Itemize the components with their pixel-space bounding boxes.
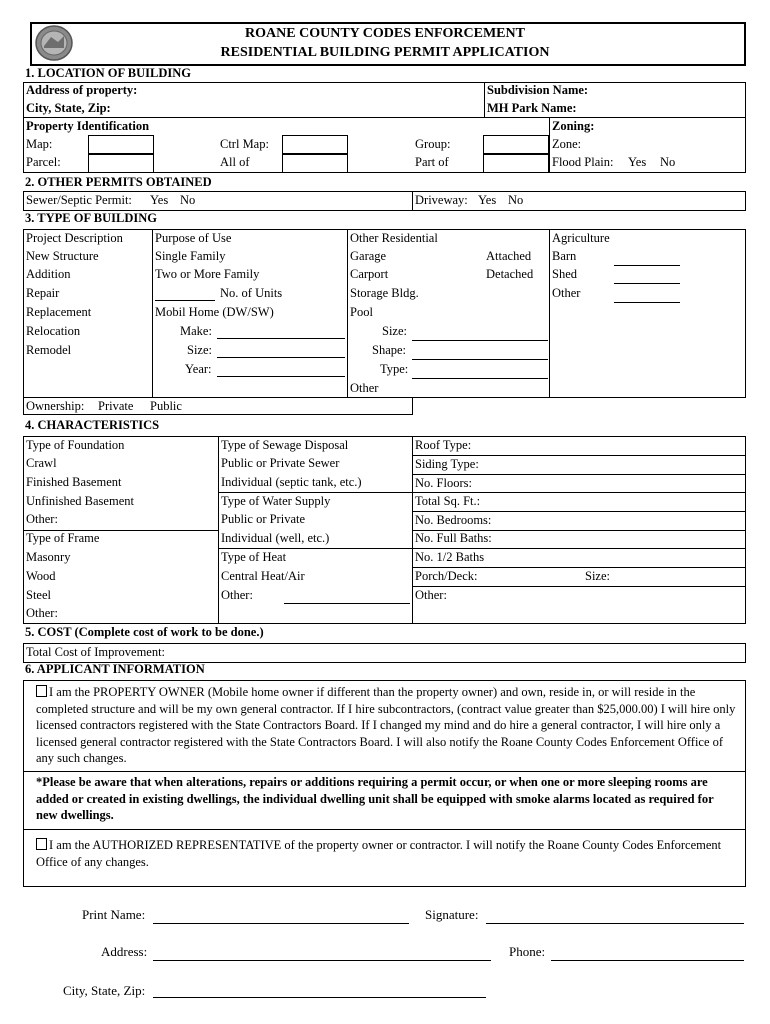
year-field[interactable] xyxy=(217,376,345,377)
all-of-field[interactable] xyxy=(282,154,348,173)
carport-checkbox[interactable]: Carport xyxy=(350,267,389,281)
frame-header: Type of Frame xyxy=(26,531,100,545)
address-sign-field[interactable] xyxy=(153,960,491,961)
roof-type-label[interactable]: Roof Type: xyxy=(415,438,472,452)
sewer-yes-checkbox[interactable]: Yes xyxy=(150,193,169,207)
subdivision-label: Subdivision Name: xyxy=(487,83,589,97)
section-5-heading: 5. COST (Complete cost of work to be done.) xyxy=(25,625,264,639)
sewage-header: Type of Sewage Disposal xyxy=(221,438,349,452)
ctrl-map-field[interactable] xyxy=(282,135,348,154)
frame-other-checkbox[interactable]: Other: xyxy=(26,606,58,620)
agriculture-other-checkbox[interactable]: Other xyxy=(552,286,581,300)
group-label: Group: xyxy=(415,137,451,151)
no-bedrooms-label[interactable]: No. Bedrooms: xyxy=(415,513,492,527)
total-cost-label: Total Cost of Improvement: xyxy=(26,645,166,659)
form-title: ROANE COUNTY CODES ENFORCEMENT xyxy=(245,26,525,41)
relocation-checkbox[interactable]: Relocation xyxy=(26,324,81,338)
address-sign-label: Address: xyxy=(101,944,148,959)
unfinished-basement-checkbox[interactable]: Unfinished Basement xyxy=(26,494,134,508)
two-or-more-family-checkbox[interactable]: Two or More Family xyxy=(155,267,260,281)
section-6-heading: 6. APPLICANT INFORMATION xyxy=(25,662,205,676)
no-floors-label[interactable]: No. Floors: xyxy=(415,476,472,490)
pool-size-label: Size: xyxy=(382,324,407,338)
print-name-field[interactable] xyxy=(153,923,409,924)
water-header: Type of Water Supply xyxy=(221,494,331,508)
storage-bldg-checkbox[interactable]: Storage Bldg. xyxy=(350,286,419,300)
barn-checkbox[interactable]: Barn xyxy=(552,249,577,263)
porch-deck-label[interactable]: Porch/Deck: xyxy=(415,569,478,583)
section-1-heading: 1. LOCATION OF BUILDING xyxy=(25,66,191,80)
total-sqft-label[interactable]: Total Sq. Ft.: xyxy=(415,494,481,508)
map-label: Map: xyxy=(26,137,53,151)
sewer-no-checkbox[interactable]: No xyxy=(180,193,196,207)
ownership-private-checkbox[interactable]: Private xyxy=(98,399,134,413)
ownership-label: Ownership: xyxy=(26,399,85,413)
masonry-checkbox[interactable]: Masonry xyxy=(26,550,71,564)
garage-checkbox[interactable]: Garage xyxy=(350,249,387,263)
section-4-heading: 4. CHARACTERISTICS xyxy=(25,418,160,432)
pool-shape-field[interactable] xyxy=(412,359,548,360)
public-water-checkbox[interactable]: Public or Private xyxy=(221,512,306,526)
flood-plain-label: Flood Plain: xyxy=(552,155,614,169)
driveway-label: Driveway: xyxy=(415,193,468,207)
parcel-field[interactable] xyxy=(88,154,154,173)
property-id-label: Property Identification xyxy=(26,119,150,133)
foundation-other-checkbox[interactable]: Other: xyxy=(26,512,58,526)
finished-basement-checkbox[interactable]: Finished Basement xyxy=(26,475,122,489)
signature-field[interactable] xyxy=(486,923,744,924)
property-owner-option[interactable] xyxy=(36,684,736,767)
driveway-yes-checkbox[interactable]: Yes xyxy=(478,193,497,207)
single-family-checkbox[interactable]: Single Family xyxy=(155,249,226,263)
other-residential-checkbox[interactable]: Other xyxy=(350,381,379,395)
year-label: Year: xyxy=(185,362,212,376)
part-of-label: Part of xyxy=(415,155,449,169)
public-sewer-checkbox[interactable]: Public or Private Sewer xyxy=(221,456,340,470)
steel-checkbox[interactable]: Steel xyxy=(26,588,51,602)
pool-checkbox[interactable]: Pool xyxy=(350,305,373,319)
crawl-checkbox[interactable]: Crawl xyxy=(26,456,57,470)
rep-checkbox-icon[interactable] xyxy=(36,838,47,850)
address-label: Address of property: xyxy=(26,83,138,97)
siding-type-label[interactable]: Siding Type: xyxy=(415,457,479,471)
detached-checkbox[interactable]: Detached xyxy=(486,267,534,281)
flood-no-checkbox[interactable]: No xyxy=(660,155,676,169)
barn-field[interactable] xyxy=(614,265,680,266)
owner-checkbox-icon[interactable] xyxy=(36,685,47,697)
city-state-zip-field[interactable] xyxy=(153,997,486,998)
wood-checkbox[interactable]: Wood xyxy=(26,569,56,583)
driveway-no-checkbox[interactable]: No xyxy=(508,193,524,207)
heat-other-field[interactable] xyxy=(284,603,410,604)
purpose-of-use-header: Purpose of Use xyxy=(155,231,232,245)
print-name-label: Print Name: xyxy=(82,907,146,922)
project-description-header: Project Description xyxy=(26,231,123,245)
section-3-heading: 3. TYPE OF BUILDING xyxy=(25,211,157,225)
characteristics-other-label[interactable]: Other: xyxy=(415,588,447,602)
map-field[interactable] xyxy=(88,135,154,154)
septic-tank-checkbox[interactable]: Individual (septic tank, etc.) xyxy=(221,475,362,489)
mh-size-field[interactable] xyxy=(217,357,345,358)
shed-field[interactable] xyxy=(614,283,680,284)
half-baths-label[interactable]: No. 1/2 Baths xyxy=(415,550,485,564)
mh-size-label: Size: xyxy=(187,343,212,357)
heat-other-checkbox[interactable]: Other: xyxy=(221,588,253,602)
other-residential-header: Other Residential xyxy=(350,231,438,245)
parcel-label: Parcel: xyxy=(26,155,61,169)
part-of-field[interactable] xyxy=(483,154,549,173)
agriculture-other-field[interactable] xyxy=(614,302,680,303)
central-heat-checkbox[interactable]: Central Heat/Air xyxy=(221,569,305,583)
section-2-heading: 2. OTHER PERMITS OBTAINED xyxy=(25,175,212,189)
all-of-label: All of xyxy=(220,155,250,169)
foundation-header: Type of Foundation xyxy=(26,438,125,452)
attached-checkbox[interactable]: Attached xyxy=(486,249,532,263)
phone-label: Phone: xyxy=(509,944,546,959)
shed-checkbox[interactable]: Shed xyxy=(552,267,577,281)
pool-type-label: Type: xyxy=(380,362,409,376)
group-field[interactable] xyxy=(483,135,549,154)
form-subtitle: RESIDENTIAL BUILDING PERMIT APPLICATION xyxy=(220,45,550,60)
heat-header: Type of Heat xyxy=(221,550,287,564)
owner-text: I am the PROPERTY OWNER (Mobile home owner if different than the property owner) and own, reside in, or will reside in the completed structure and will be my own general contractor. If I hire subcontractors, (contract value greater than $25,000.00) I will hire only licensed contractors registered with the State Contractors Board. If I changed my mind and do hire a general contractor, I will hire only a licensed general contractor registered with the State Contractors Board. I will also notify the Roane County Codes Enforcement Office of any such changes. xyxy=(36,685,736,765)
sewer-septic-label: Sewer/Septic Permit: xyxy=(26,193,132,207)
make-field[interactable] xyxy=(217,338,345,339)
new-structure-checkbox[interactable]: New Structure xyxy=(26,249,99,263)
units-field[interactable] xyxy=(155,300,215,301)
city-state-zip-label: City, State, Zip: xyxy=(63,983,146,998)
pool-shape-label: Shape: xyxy=(372,343,407,357)
porch-size-label[interactable]: Size: xyxy=(585,569,610,583)
flood-yes-checkbox[interactable]: Yes xyxy=(628,155,647,169)
rep-text: I am the AUTHORIZED REPRESENTATIVE of the property owner or contractor. I will notify the Roane County Codes Enforcement Office of any changes. xyxy=(36,838,722,869)
phone-field[interactable] xyxy=(551,960,744,961)
full-baths-label[interactable]: No. Full Baths: xyxy=(415,531,492,545)
mh-park-label: MH Park Name: xyxy=(487,101,577,115)
signature-label: Signature: xyxy=(425,907,479,922)
make-label: Make: xyxy=(180,324,212,338)
replacement-checkbox[interactable]: Replacement xyxy=(26,305,92,319)
remodel-checkbox[interactable]: Remodel xyxy=(26,343,72,357)
zoning-label: Zoning: xyxy=(552,119,595,133)
pool-size-field[interactable] xyxy=(412,340,548,341)
addition-checkbox[interactable]: Addition xyxy=(26,267,71,281)
ctrl-map-label: Ctrl Map: xyxy=(220,137,269,151)
authorized-rep-option[interactable] xyxy=(36,837,736,870)
units-label: No. of Units xyxy=(220,286,283,300)
well-water-checkbox[interactable]: Individual (well, etc.) xyxy=(221,531,330,545)
zone-label: Zone: xyxy=(552,137,582,151)
city-label: City, State, Zip: xyxy=(26,101,111,115)
repair-checkbox[interactable]: Repair xyxy=(26,286,60,300)
pool-type-field[interactable] xyxy=(412,378,548,379)
mobile-home-checkbox[interactable]: Mobil Home (DW/SW) xyxy=(155,305,274,319)
smoke-alarm-notice: *Please be aware that when alterations, repairs or additions requiring a permit occur, or when one or more sleeping rooms are added or created in existing dwellings, the individual dwelling unit shall be equipped with smoke alarms located as required for new dwellings. xyxy=(36,775,714,822)
agriculture-header: Agriculture xyxy=(552,231,610,245)
ownership-public-checkbox[interactable]: Public xyxy=(150,399,182,413)
